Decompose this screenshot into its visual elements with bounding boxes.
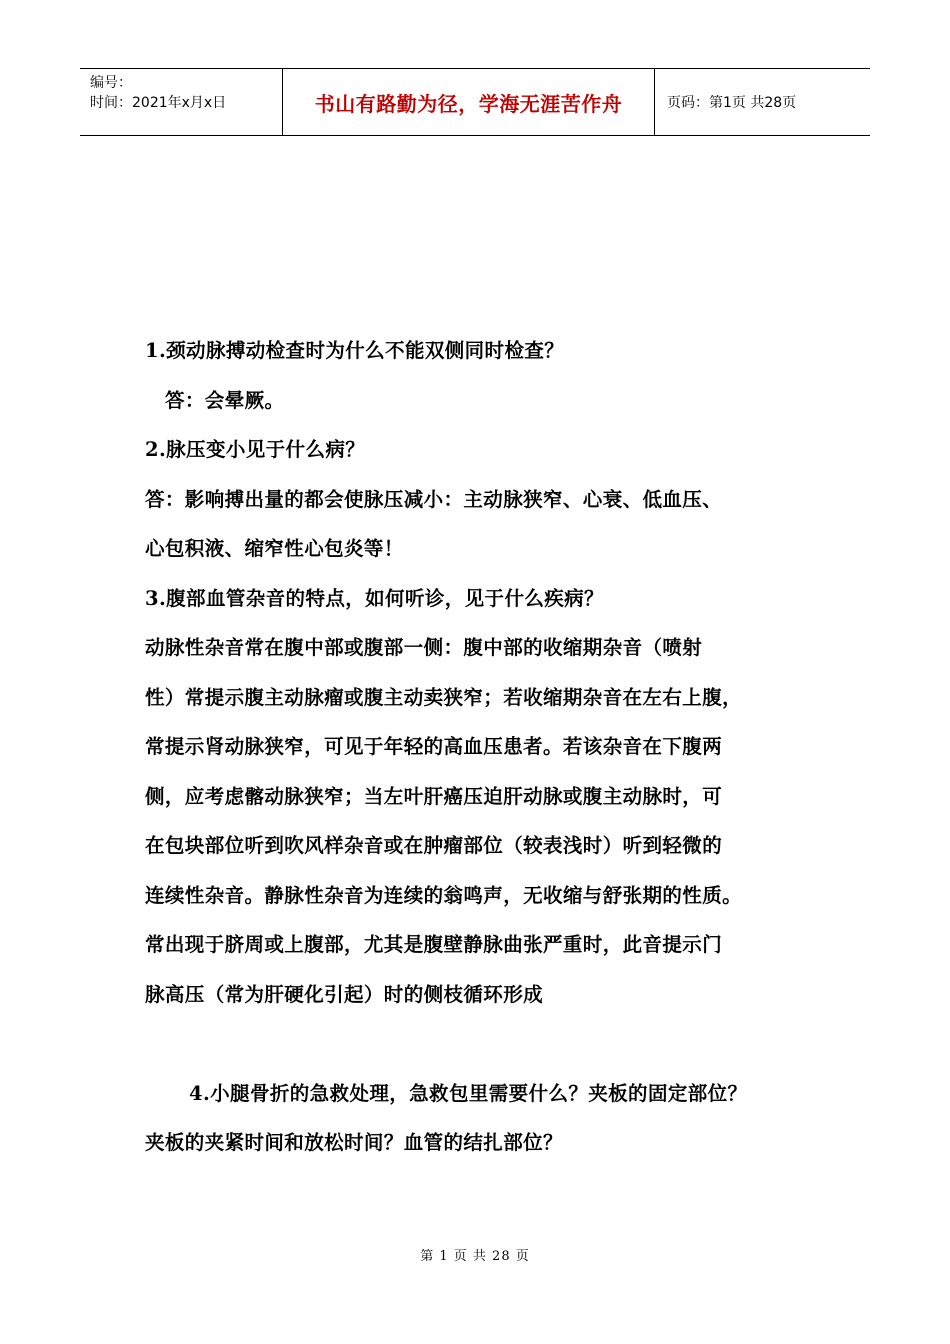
document-time-label: 时间：2021年x月x日 (90, 95, 227, 111)
question-3: 3.腹部血管杂音的特点，如何听诊，见于什么疾病？ (145, 586, 604, 610)
answer-1: 答：会晕厥。 (165, 388, 285, 412)
document-body (145, 326, 825, 1168)
answer-3-line: 常提示肾动脉狭窄，可见于年轻的高血压患者。若该杂音在下腹两 (145, 735, 723, 758)
answer-2-line: 答：影响搏出量的都会使脉压减小：主动脉狭窄、心衰、低血压、 (145, 487, 723, 511)
answer-3-line: 动脉性杂音常在腹中部或腹部一侧：腹中部的收缩期杂音（喷射 (145, 636, 703, 659)
document-number-label: 编号： (90, 75, 132, 91)
question-1: 1.颈动脉搏动检查时为什么不能双侧同时检查？ (145, 339, 565, 362)
question-4-line: 夹板的夹紧时间和放松时间？血管的结扎部位？ (145, 1131, 563, 1154)
answer-3-line: 在包块部位听到吹风样杂音或在肿瘤部位（较表浅时）听到轻微的 (145, 834, 723, 857)
answer-3-line: 侧，应考虑髂动脉狭窄；当左叶肝癌压迫肝动脉或腹主动脉时，可 (145, 784, 723, 808)
answer-3-line: 连续性杂音。静脉性杂音为连续的翁鸣声，无收缩与舒张期的性质。 (145, 883, 743, 907)
page-header (80, 68, 870, 136)
question-2: 2.脉压变小见于什么病？ (145, 438, 366, 461)
answer-3-line: 常出现于脐周或上腹部，尤其是腹壁静脉曲张严重时，此音提示门 (145, 933, 723, 956)
header-meta-cell (80, 69, 282, 135)
question-4-line: 4.小腿骨折的急救处理，急救包里需要什么？夹板的固定部位？ (189, 1081, 748, 1105)
paragraph-spacer (145, 1019, 825, 1069)
header-page-info: 页码：第1页 共28页 (667, 95, 797, 111)
answer-2-line: 心包积液、缩窄性心包炎等！ (145, 537, 404, 560)
page-footer: 第 1 页 共 28 页 (420, 1249, 530, 1264)
answer-3-line: 脉高压（常为肝硬化引起）时的侧枝循环形成 (145, 982, 544, 1006)
header-motto: 书山有路勤为径，学海无涯苦作舟 (282, 69, 655, 135)
answer-3-line: 性）常提示腹主动脉瘤或腹主动卖狭窄；若收缩期杂音在左右上腹， (145, 685, 743, 709)
